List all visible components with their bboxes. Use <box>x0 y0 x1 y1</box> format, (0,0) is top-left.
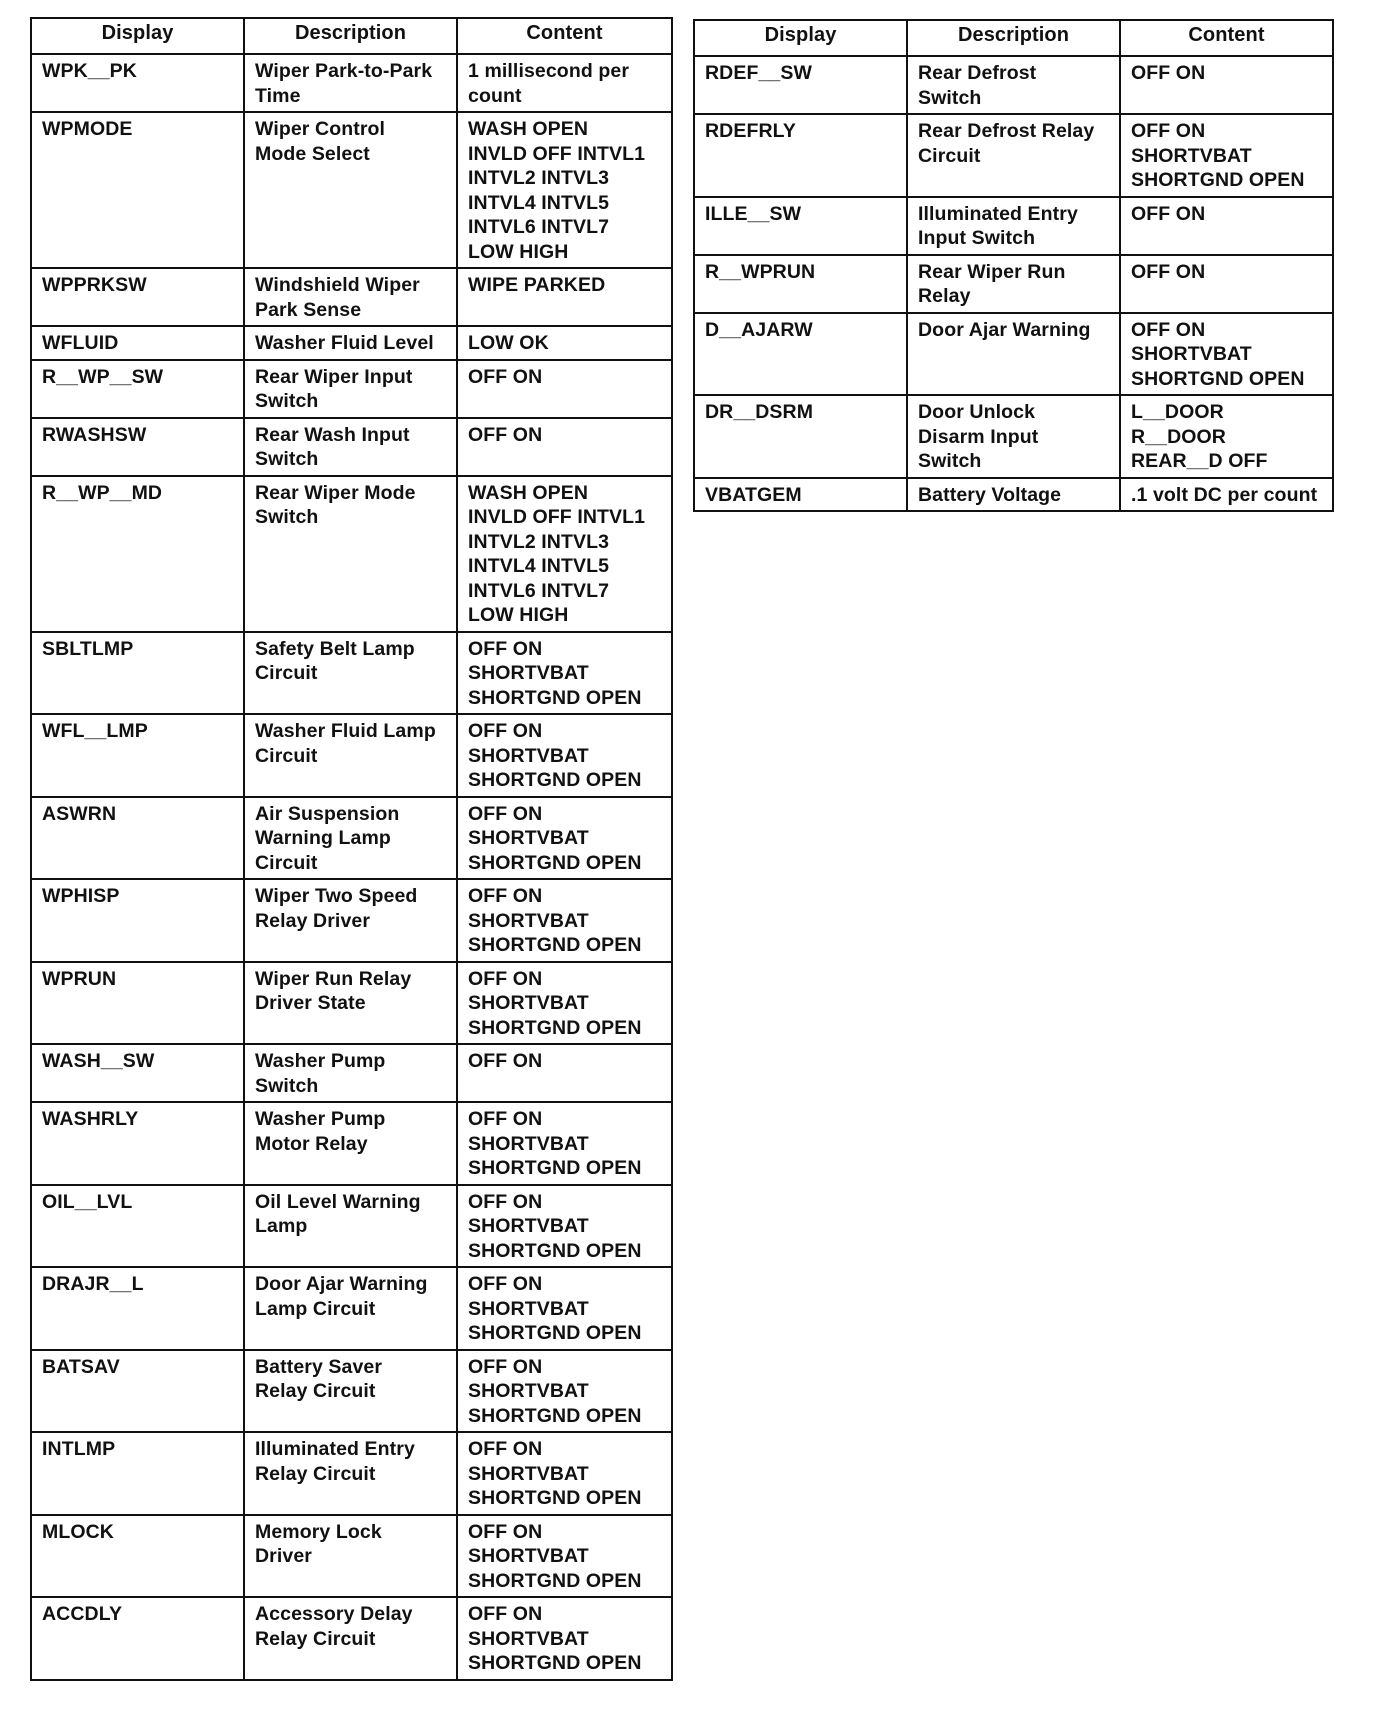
description-cell: Rear Wash Input Switch <box>244 418 457 476</box>
display-cell: BATSAV <box>31 1350 244 1433</box>
table-row <box>31 1185 672 1268</box>
description-cell: Washer Pump Switch <box>244 1044 457 1102</box>
display-cell: WPMODE <box>31 112 244 268</box>
header-display: Display <box>694 20 907 56</box>
content-cell: .1 volt DC per count <box>1120 478 1333 512</box>
description-cell: Safety Belt Lamp Circuit <box>244 632 457 715</box>
content-cell: OFF ON <box>1120 255 1333 313</box>
display-cell: WPK__PK <box>31 54 244 112</box>
content-cell: OFF ON SHORTVBAT SHORTGND OPEN <box>457 1185 672 1268</box>
description-cell: Door Ajar Warning <box>907 313 1120 396</box>
table-row <box>31 1102 672 1185</box>
description-cell: Washer Fluid Level <box>244 326 457 360</box>
header-description: Description <box>244 18 457 54</box>
content-cell: WASH OPEN INVLD OFF INTVL1 INTVL2 INTVL3 INTVL4 INTVL5 INTVL6 INTVL7 LOW HIGH <box>457 476 672 632</box>
header-description: Description <box>907 20 1120 56</box>
description-cell: Windshield Wiper Park Sense <box>244 268 457 326</box>
content-cell: OFF ON SHORTVBAT SHORTGND OPEN <box>457 1267 672 1350</box>
content-cell: 1 millisecond per count <box>457 54 672 112</box>
table-row <box>694 395 1333 478</box>
description-cell: Washer Pump Motor Relay <box>244 1102 457 1185</box>
description-cell: Wiper Control Mode Select <box>244 112 457 268</box>
description-cell: Rear Defrost Switch <box>907 56 1120 114</box>
table-row <box>31 797 672 880</box>
table-row <box>31 879 672 962</box>
content-cell: OFF ON SHORTVBAT SHORTGND OPEN <box>457 962 672 1045</box>
display-cell: INTLMP <box>31 1432 244 1515</box>
content-cell: L__DOOR R__DOOR REAR__D OFF <box>1120 395 1333 478</box>
table-row <box>31 714 672 797</box>
table-row <box>31 1515 672 1598</box>
description-cell: Memory Lock Driver <box>244 1515 457 1598</box>
description-cell: Rear Wiper Input Switch <box>244 360 457 418</box>
display-cell: R__WPRUN <box>694 255 907 313</box>
display-cell: RDEF__SW <box>694 56 907 114</box>
table-row <box>694 114 1333 197</box>
header-row <box>694 20 1333 56</box>
left-parameter-table <box>30 17 673 1681</box>
content-cell: WASH OPEN INVLD OFF INTVL1 INTVL2 INTVL3 INTVL4 INTVL5 INTVL6 INTVL7 LOW HIGH <box>457 112 672 268</box>
header-display: Display <box>31 18 244 54</box>
table-row <box>31 1432 672 1515</box>
display-cell: DRAJR__L <box>31 1267 244 1350</box>
display-cell: MLOCK <box>31 1515 244 1598</box>
description-cell: Wiper Two Speed Relay Driver <box>244 879 457 962</box>
content-cell: OFF ON <box>1120 197 1333 255</box>
description-cell: Rear Wiper Mode Switch <box>244 476 457 632</box>
header-row <box>31 18 672 54</box>
table-row <box>31 418 672 476</box>
description-cell: Illuminated Entry Input Switch <box>907 197 1120 255</box>
content-cell: OFF ON <box>457 418 672 476</box>
description-cell: Washer Fluid Lamp Circuit <box>244 714 457 797</box>
description-cell: Door Ajar Warning Lamp Circuit <box>244 1267 457 1350</box>
content-cell: OFF ON <box>457 1044 672 1102</box>
content-cell: OFF ON SHORTVBAT SHORTGND OPEN <box>457 714 672 797</box>
table-row <box>31 326 672 360</box>
table-row <box>694 56 1333 114</box>
description-cell: Wiper Run Relay Driver State <box>244 962 457 1045</box>
table-row <box>31 476 672 632</box>
display-cell: R__WP__SW <box>31 360 244 418</box>
display-cell: WASH__SW <box>31 1044 244 1102</box>
display-cell: VBATGEM <box>694 478 907 512</box>
display-cell: R__WP__MD <box>31 476 244 632</box>
content-cell: OFF ON SHORTVBAT SHORTGND OPEN <box>1120 114 1333 197</box>
header-content: Content <box>457 18 672 54</box>
content-cell: OFF ON <box>457 360 672 418</box>
table-row <box>31 54 672 112</box>
table-row <box>31 112 672 268</box>
display-cell: RDEFRLY <box>694 114 907 197</box>
table-row <box>31 1350 672 1433</box>
table-row <box>694 197 1333 255</box>
display-cell: WPHISP <box>31 879 244 962</box>
content-cell: OFF ON SHORTVBAT SHORTGND OPEN <box>457 632 672 715</box>
table-row <box>31 360 672 418</box>
description-cell: Accessory Delay Relay Circuit <box>244 1597 457 1680</box>
display-cell: WPRUN <box>31 962 244 1045</box>
content-cell: OFF ON SHORTVBAT SHORTGND OPEN <box>457 1350 672 1433</box>
display-cell: WFL__LMP <box>31 714 244 797</box>
display-cell: D__AJARW <box>694 313 907 396</box>
content-cell: OFF ON SHORTVBAT SHORTGND OPEN <box>457 1432 672 1515</box>
display-cell: OIL__LVL <box>31 1185 244 1268</box>
content-cell: OFF ON <box>1120 56 1333 114</box>
table-row <box>31 962 672 1045</box>
content-cell: OFF ON SHORTVBAT SHORTGND OPEN <box>457 1102 672 1185</box>
content-cell: WIPE PARKED <box>457 268 672 326</box>
description-cell: Oil Level Warning Lamp <box>244 1185 457 1268</box>
display-cell: ASWRN <box>31 797 244 880</box>
table-row <box>31 632 672 715</box>
content-cell: OFF ON SHORTVBAT SHORTGND OPEN <box>1120 313 1333 396</box>
description-cell: Rear Wiper Run Relay <box>907 255 1120 313</box>
table-row <box>694 255 1333 313</box>
display-cell: RWASHSW <box>31 418 244 476</box>
display-cell: SBLTLMP <box>31 632 244 715</box>
description-cell: Battery Saver Relay Circuit <box>244 1350 457 1433</box>
header-content: Content <box>1120 20 1333 56</box>
content-cell: OFF ON SHORTVBAT SHORTGND OPEN <box>457 879 672 962</box>
display-cell: WPPRKSW <box>31 268 244 326</box>
description-cell: Door Unlock Disarm Input Switch <box>907 395 1120 478</box>
content-cell: OFF ON SHORTVBAT SHORTGND OPEN <box>457 1597 672 1680</box>
content-cell: LOW OK <box>457 326 672 360</box>
table-row <box>31 1597 672 1680</box>
display-cell: ILLE__SW <box>694 197 907 255</box>
table-row <box>31 268 672 326</box>
description-cell: Battery Voltage <box>907 478 1120 512</box>
content-cell: OFF ON SHORTVBAT SHORTGND OPEN <box>457 797 672 880</box>
content-cell: OFF ON SHORTVBAT SHORTGND OPEN <box>457 1515 672 1598</box>
display-cell: WASHRLY <box>31 1102 244 1185</box>
table-row <box>694 478 1333 512</box>
table-row <box>31 1044 672 1102</box>
description-cell: Wiper Park-to-Park Time <box>244 54 457 112</box>
display-cell: DR__DSRM <box>694 395 907 478</box>
display-cell: ACCDLY <box>31 1597 244 1680</box>
description-cell: Illuminated Entry Relay Circuit <box>244 1432 457 1515</box>
description-cell: Air Suspension Warning Lamp Circuit <box>244 797 457 880</box>
table-row <box>31 1267 672 1350</box>
table-row <box>694 313 1333 396</box>
right-parameter-table <box>693 19 1334 512</box>
description-cell: Rear Defrost Relay Circuit <box>907 114 1120 197</box>
display-cell: WFLUID <box>31 326 244 360</box>
